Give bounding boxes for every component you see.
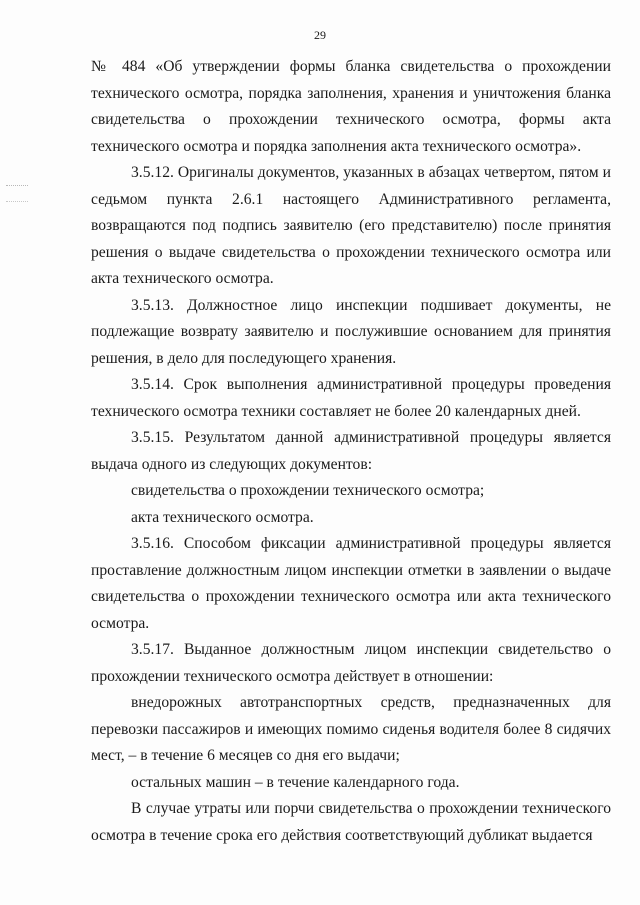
page-number: 29 bbox=[314, 28, 326, 42]
paragraph-duplicate: В случае утраты или порчи свидетельства о прохождении технического осмотра в течение срока его действия соответствующий дубликат выдается bbox=[91, 800, 611, 844]
paragraph-3-5-17: 3.5.17. Выданное должностным лицом инспекции свидетельство о прохождении технического осмотра действует в отношении: bbox=[91, 641, 611, 685]
paragraph-3-5-12: 3.5.12. Оригиналы документов, указанных в абзацах четвертом, пятом и седьмом пункта 2.6.1 настоящего Административного регламента, возвращаются под подпись заявителю (его представителю) после принятия решения о выдаче свидетельства о прохождении технического осмотра или акта технического осмотра. bbox=[91, 164, 611, 287]
paragraph-3-5-14: 3.5.14. Срок выполнения административной процедуры проведения технического осмотра техники составляет не более 20 календарных дней. bbox=[91, 376, 611, 420]
list-item-offroad-vehicles: внедорожных автотранспортных средств, предназначенных для перевозки пассажиров и имеющих помимо сиденья водителя более 8 сидячих мест, – в течение 6 месяцев со дня его выдачи; bbox=[91, 694, 611, 764]
scan-artifact bbox=[6, 201, 28, 203]
document-body bbox=[91, 54, 611, 849]
paragraph-continuation: № 484 «Об утверждении формы бланка свидетельства о прохождении технического осмотра, порядка заполнения, хранения и уничтожения бланка свидетельства о прохождении технического осмотра, формы акта технического осмотра и порядка заполнения акта технического осмотра». bbox=[91, 58, 611, 155]
scan-artifact bbox=[6, 185, 28, 187]
list-item-other-machines: остальных машин – в течение календарного года. bbox=[131, 773, 460, 791]
paragraph-3-5-16: 3.5.16. Способом фиксации административной процедуры является проставление должностным лицом инспекции отметки в заявлении о выдаче свидетельства о прохождении технического осмотра или акта технического осмотра. bbox=[91, 535, 611, 632]
paragraph-3-5-15: 3.5.15. Результатом данной административной процедуры является выдача одного из следующих документов: bbox=[91, 429, 611, 473]
list-item-certificate: свидетельства о прохождении технического осмотра; bbox=[131, 482, 485, 499]
list-item-act: акта технического осмотра. bbox=[131, 508, 314, 526]
paragraph-3-5-13: 3.5.13. Должностное лицо инспекции подшивает документы, не подлежащие возврату заявителю и послужившие основанием для принятия решения, в дело для последующего хранения. bbox=[91, 296, 611, 367]
